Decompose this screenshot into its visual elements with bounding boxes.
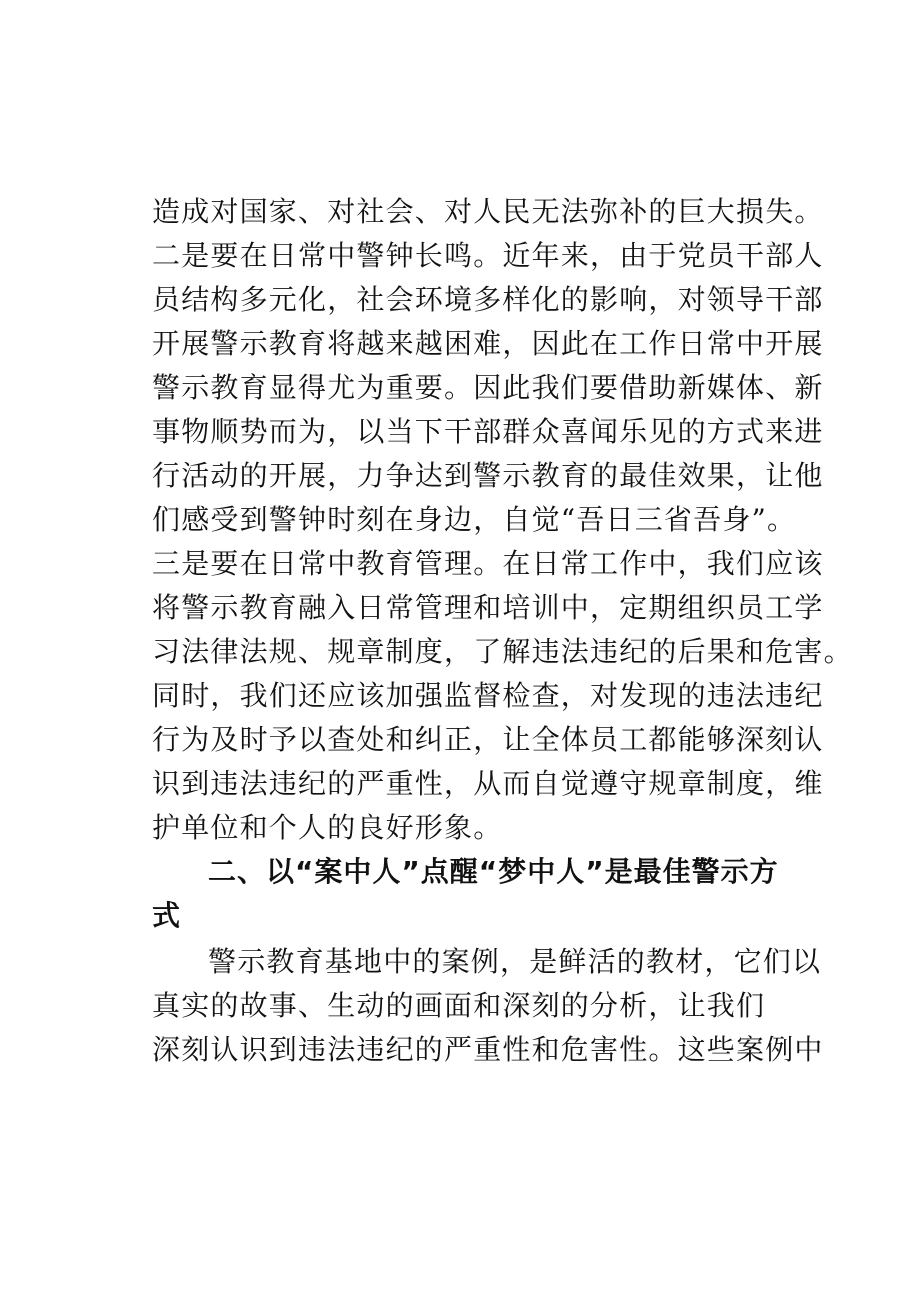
paragraph-line: 真实的故事、生动的画面和深刻的分析，让我们	[152, 989, 766, 1022]
body-line: 事物顺势而为，以当下干部群众喜闻乐见的方式来进	[152, 415, 824, 448]
body-line: 行活动的开展，力争达到警示教育的最佳效果，让他	[152, 459, 824, 492]
body-line: 三是要在日常中教育管理。在日常工作中，我们应该	[152, 547, 824, 580]
body-line: 们感受到警钟时刻在身边，自觉“吾日三省吾身”。	[152, 503, 797, 536]
body-line: 将警示教育融入日常管理和培训中，定期组织员工学	[152, 591, 824, 624]
paragraph-line: 警示教育基地中的案例，是鲜活的教材，它们以	[208, 945, 822, 978]
body-line: 二是要在日常中警钟长鸣。近年来，由于党员干部人	[152, 239, 824, 272]
section-heading-line: 式	[152, 899, 182, 932]
body-line: 护单位和个人的良好形象。	[152, 811, 503, 844]
paragraph-line: 深刻认识到违法违纪的严重性和危害性。这些案例中	[152, 1033, 824, 1066]
body-line: 习法律法规、规章制度，了解违法违纪的后果和危害。	[152, 635, 853, 668]
body-line: 同时，我们还应该加强监督检查，对发现的违法违纪	[152, 679, 824, 712]
body-line: 开展警示教育将越来越困难，因此在工作日常中开展	[152, 327, 824, 360]
body-line: 警示教育显得尤为重要。因此我们要借助新媒体、新	[152, 371, 824, 404]
body-line: 造成对国家、对社会、对人民无法弥补的巨大损失。	[152, 195, 824, 228]
body-line: 识到违法违纪的严重性，从而自觉遵守规章制度，维	[152, 767, 824, 800]
section-heading-line: 二、以“案中人”点醒“梦中人”是最佳警示方	[208, 855, 779, 888]
body-line: 行为及时予以查处和纠正，让全体员工都能够深刻认	[152, 723, 824, 756]
body-line: 员结构多元化，社会环境多样化的影响，对领导干部	[152, 283, 824, 316]
